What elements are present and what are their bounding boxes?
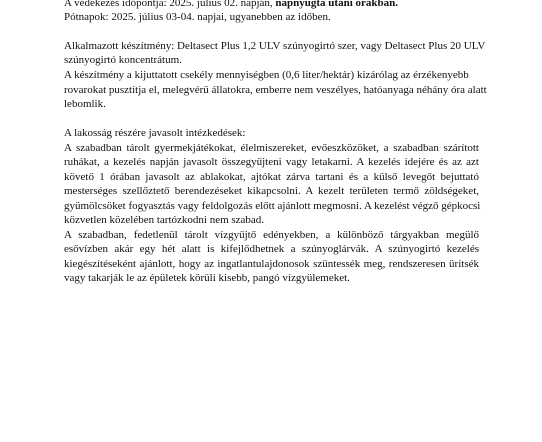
product-line-4: rovarokat pusztítja el, melegvérű állatokra, emberre nem veszélyes, hatóanyaga néhány óra alatt (64, 84, 487, 96)
measures-paragraph-1-line-1: A szabadban tárolt gyermekjátékokat, élelmiszereket, evőeszközöket, a szabadban szárított (64, 142, 479, 154)
product-line-1: Alkalmazott készítmény: Deltasect Plus 1,2 ULV szúnyogirtó szer, vagy Deltasect Plus 20 ULV (64, 40, 486, 52)
measures-paragraph-1-line-2: ruhákat, a kezelés napján javasolt összegyűjteni vagy letakarni. A kezelés idejére és az azt (64, 156, 479, 168)
measures-paragraph-1-line-6: közvetlen közelében tartózkodni nem szabad. (64, 214, 265, 226)
product-line-3: A készítmény a kijuttatott csekély mennyiségben (0,6 liter/hektár) kizárólag az érzékenyebb (64, 69, 469, 81)
measures-paragraph-2-line-1: A szabadban, fedetlenül tárolt vízgyűjtő edényekben, a különböző tárgyakban megülő (64, 229, 479, 241)
schedule-date-prefix: A védekezés időpontja: 2025. július 02. napján, (64, 0, 276, 9)
product-line-2: szúnyogirtó koncentrátum. (64, 54, 182, 66)
schedule-backup-line: Pótnapok: 2025. július 03-04. napjai, ugyanebben az időben. (64, 11, 331, 23)
measures-paragraph-2-line-4: vagy takarják le az épületek körüli kisebb, pangó vízgyülemeket. (64, 272, 350, 284)
measures-paragraph-2-line-3: kiegészítéseként ajánlott, hogy az ingatlantulajdonosok szüntessék meg, rendszeresen ürítsék (64, 258, 479, 270)
schedule-date-bold: napnyugta utáni órákban. (275, 0, 398, 9)
measures-paragraph-2-line-2: esővízben akár egy hét alatt is kifejlődhetnek a szúnyoglárvák. A szúnyogirtó kezelés (64, 243, 479, 255)
measures-paragraph-1-line-5: gyümölcsöket fogyasztás vagy feldolgozás előtt ajánlott megmosni. A kezelést végző gépkocsi (64, 200, 481, 212)
measures-paragraph-1-line-3: követő 1 órában javasolt az ablakokat, ajtókat zárva tartani és a külső levegőt bejuttató (64, 171, 479, 183)
measures-paragraph-1-line-4: mesterséges szellőztető berendezéseket kikapcsolni. A kezelt területen termő zöldségeket, (64, 185, 479, 197)
measures-heading: A lakosság részére javasolt intézkedések: (64, 127, 246, 139)
schedule-date-line (64, 0, 398, 11)
product-line-5: lebomlik. (64, 98, 106, 110)
